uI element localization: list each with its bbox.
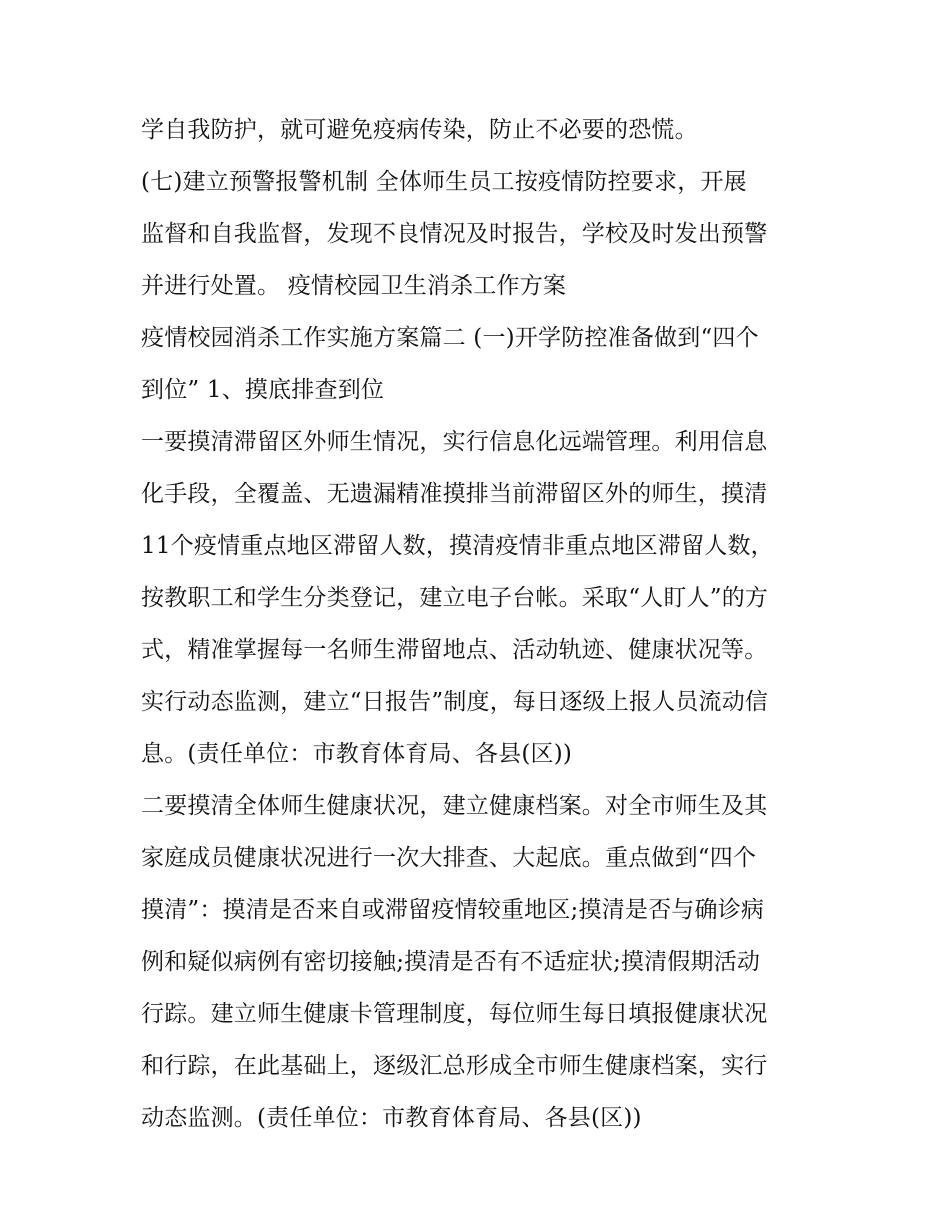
- text-line-17: 例和疑似病例有密切接触;摸清是否有不适症状;摸清假期活动: [141, 949, 761, 975]
- text-line-13: 息。(责任单位：市教育体育局、各县(区)): [141, 741, 573, 767]
- text-line-18: 行踪。建立师生健康卡管理制度，每位师生每日填报健康状况: [141, 1001, 768, 1027]
- text-line-19: 和行踪，在此基础上，逐级汇总形成全市师生健康档案，实行: [141, 1053, 768, 1079]
- text-line-6: 到位” 1、摸底排查到位: [141, 377, 385, 403]
- text-line-5: 疫情校园消杀工作实施方案篇二 (一)开学防控准备做到“四个: [141, 325, 759, 351]
- text-line-15: 家庭成员健康状况进行一次大排查、大起底。重点做到“四个: [141, 845, 757, 871]
- text-line-4: 并进行处置。 疫情校园卫生消杀工作方案: [141, 273, 567, 299]
- text-line-2: (七)建立预警报警机制 全体师生员工按疫情防控要求，开展: [141, 169, 747, 195]
- document-body: [141, 104, 821, 1144]
- text-line-16: 摸清”：摸清是否来自或滞留疫情较重地区;摸清是否与确诊病: [141, 897, 765, 923]
- text-line-1: 学自我防护，就可避免疫病传染，防止不必要的恐慌。: [141, 117, 698, 143]
- text-line-14: 二要摸清全体师生健康状况，建立健康档案。对全市师生及其: [141, 793, 768, 819]
- text-line-7: 一要摸清滞留区外师生情况，实行信息化远端管理。利用信息: [141, 429, 768, 455]
- text-line-9: 11个疫情重点地区滞留人数，摸清疫情非重点地区滞留人数，: [141, 533, 774, 559]
- text-line-8: 化手段，全覆盖、无遗漏精准摸排当前滞留区外的师生，摸清: [141, 481, 768, 507]
- text-line-10: 按教职工和学生分类登记，建立电子台帐。采取“人盯人”的方: [141, 585, 769, 611]
- text-line-11: 式，精准掌握每一名师生滞留地点、活动轨迹、健康状况等。: [141, 637, 768, 663]
- text-line-20: 动态监测。(责任单位：市教育体育局、各县(区)): [141, 1105, 642, 1131]
- text-line-3: 监督和自我监督，发现不良情况及时报告，学校及时发出预警: [141, 221, 768, 247]
- text-line-12: 实行动态监测，建立“日报告”制度，每日逐级上报人员流动信: [141, 689, 769, 715]
